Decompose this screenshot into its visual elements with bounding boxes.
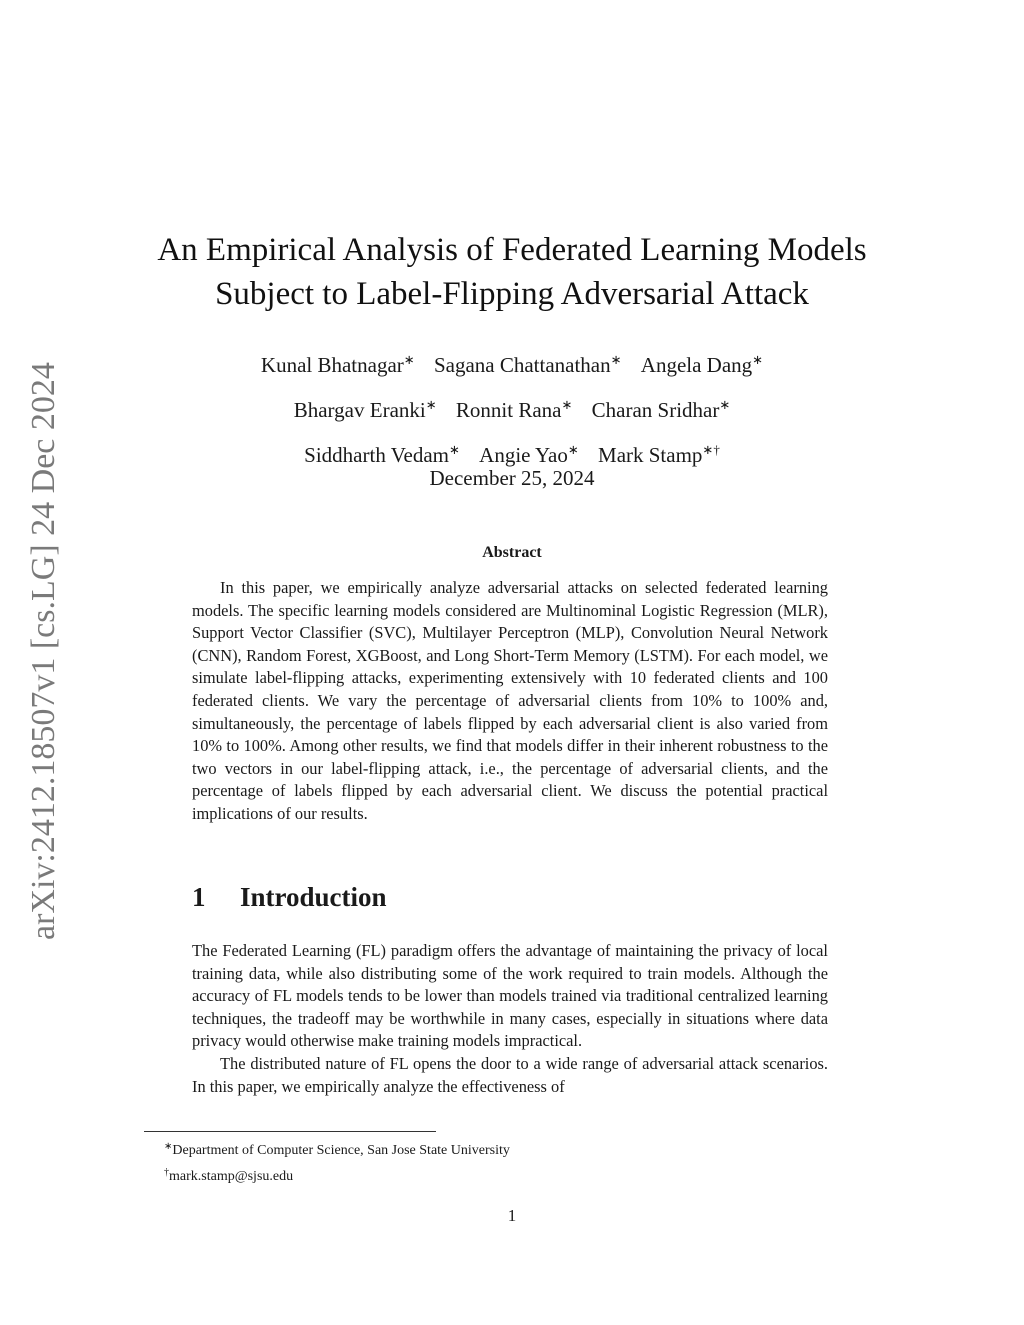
- publication-date: December 25, 2024: [429, 466, 595, 490]
- author: Bhargav Eranki∗: [293, 397, 437, 422]
- footnote: †mark.stamp@sjsu.edu: [164, 1167, 294, 1184]
- affiliation-mark: ∗: [449, 442, 460, 457]
- arxiv-identifier-stamp: arXiv:2412.18507v1 [cs.LG] 24 Dec 2024: [25, 362, 62, 940]
- author: Kunal Bhatnagar∗: [260, 352, 415, 377]
- author: Siddharth Vedam∗: [304, 442, 460, 467]
- author: Angie Yao∗: [479, 442, 579, 467]
- author-line: [140, 385, 884, 430]
- author-list: [140, 340, 884, 475]
- footnote-mark: ∗: [164, 1141, 173, 1152]
- author: Sagana Chattanathan∗: [433, 352, 622, 377]
- paper-title: [100, 228, 924, 316]
- paragraph: The distributed nature of FL opens the door to a wide range of adversarial attack scenarios. In this paper, we empirically analyze the effectiveness of: [192, 1053, 828, 1096]
- affiliation-mark: ∗: [752, 352, 764, 367]
- footnote-mark: †: [164, 1167, 169, 1178]
- section-title: Introduction: [240, 882, 387, 912]
- author: Charan Sridhar∗: [591, 397, 731, 422]
- footnote: ∗Department of Computer Science, San Jose State University: [164, 1141, 510, 1158]
- affiliation-mark: ∗: [567, 442, 579, 457]
- author-line: [140, 340, 884, 385]
- author: Angela Dang∗: [640, 352, 764, 377]
- affiliation-mark: ∗: [610, 352, 622, 367]
- affiliation-mark: ∗: [403, 352, 415, 367]
- section-number: 1: [192, 882, 206, 912]
- abstract-text: In this paper, we empirically analyze adversarial attacks on selected federated learning models. The specific learning models considered are Multinominal Logistic Regression (MLR), Support Vector Classifier (SVC), Multilayer Perceptron (MLP), Convolution Neural Network (CNN), Random Forest, XGBoost, and Long Short-Term Memory (LSTM). For each model, we simulate label-flipping attacks, experimenting extensively with 10 federated clients and 100 federated clients. We vary the percentage of adversarial clients from 10% to 100% and, simultaneously, the percentage of labels flipped by each adversarial client is also varied from 10% to 100%. Among other results, we find that models differ in their inherent robustness to the two vectors in our label-flipping attack, i.e., the percentage of adversarial clients, and the percentage of labels flipped by each adversarial client. We discuss the potential practical implications of our results.: [192, 578, 828, 823]
- page-number: 1: [507, 1206, 517, 1225]
- affiliation-mark: ∗: [719, 397, 731, 412]
- section-heading: [192, 882, 387, 913]
- title-line: An Empirical Analysis of Federated Learning Models: [157, 232, 867, 268]
- abstract-heading: Abstract: [482, 544, 542, 561]
- author: Ronnit Rana∗: [455, 397, 573, 422]
- paragraph: The Federated Learning (FL) paradigm offers the advantage of maintaining the privacy of local training data, while also distributing some of the work required to train models. Although the accuracy of FL models tends to be lower than models trained via traditional centralized learning techniques, the tradeoff may be worthwhile in many cases, especially in situations where data privacy would otherwise make training models impractical.: [192, 941, 828, 1051]
- title-line: Subject to Label-Flipping Adversarial Attack: [215, 276, 809, 312]
- affiliation-mark: ∗†: [702, 442, 720, 457]
- author: Mark Stamp∗†: [598, 442, 720, 467]
- section-body: [192, 940, 828, 1098]
- affiliation-mark: ∗: [425, 397, 437, 412]
- affiliation-mark: ∗: [561, 397, 573, 412]
- footnote-rule: [144, 1131, 436, 1132]
- footnotes: [164, 1136, 510, 1188]
